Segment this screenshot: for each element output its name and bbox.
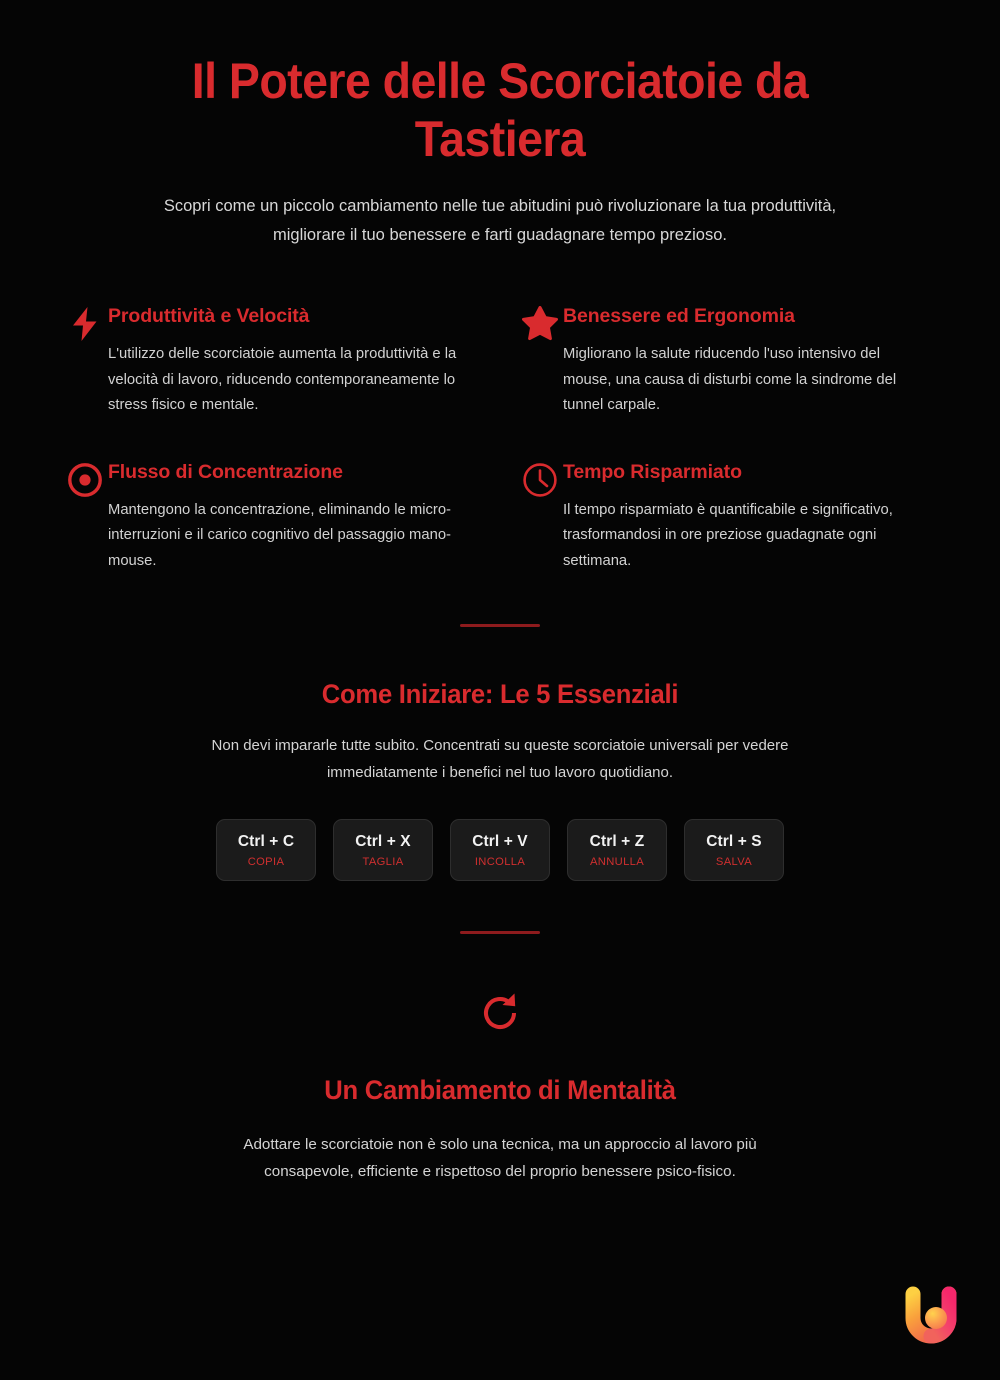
key-combo: Ctrl + Z [589,832,645,850]
shortcut-key-taglia[interactable] [333,819,433,881]
feature-card-flusso [62,459,517,575]
shortcut-key-salva[interactable] [684,819,784,881]
mindset-section [0,989,1000,1185]
feature-text: L'utilizzo delle scorciatoie aumenta la produttività e la velocità di lavoro, riducendo contemporaneamente lo stress fisico e mentale. [108,346,457,413]
key-combo: Ctrl + S [706,832,762,850]
key-action: SALVA [715,855,753,868]
key-combo: Ctrl + V [472,832,528,850]
shortcut-key-copia[interactable] [216,819,316,881]
page-title: Il Potere delle Scorciatoie da Tastiera [191,53,809,167]
shortcut-key-incolla[interactable] [450,819,550,881]
shortcut-key-list [0,819,1000,881]
section-title-mentalita: Un Cambiamento di Mentalità [324,1075,676,1105]
feature-title: Produttività e Velocità [108,305,310,327]
feature-card-tempo [517,459,938,575]
feature-card-benessere [517,303,938,419]
divider-rule [460,931,540,934]
star-icon [517,303,563,347]
key-action: TAGLIA [362,855,404,868]
u-letter-logo [895,1280,967,1352]
hero-section [0,0,1000,250]
essentials-section [0,679,1000,881]
key-action: ANNULLA [589,855,645,868]
clock-icon [517,459,563,503]
refresh-icon [0,989,1000,1037]
key-combo: Ctrl + X [355,832,411,850]
feature-card-produttivita [62,303,517,419]
shortcut-key-annulla[interactable] [567,819,667,881]
feature-grid [0,303,1000,574]
target-icon [62,459,108,503]
feature-title: Flusso di Concentrazione [108,460,343,483]
key-combo: Ctrl + C [237,832,295,850]
feature-body [108,459,517,575]
feature-body [563,459,938,575]
section-divider-bottom [0,931,1000,934]
lightning-bolt-icon [62,303,108,347]
section-title-essenziali: Come Iniziare: Le 5 Essenziali [321,679,679,709]
feature-title: Benessere ed Ergonomia [563,305,795,327]
feature-text: Mantengono la concentrazione, eliminando le micro-interruzioni e il carico cognitivo del passaggio mano-mouse. [108,501,451,569]
feature-text: Migliorano la salute riducendo l'uso intensivo del mouse, una causa di disturbi come la sindrome del tunnel carpale. [563,346,897,413]
divider-rule [460,624,540,627]
feature-title: Tempo Risparmiato [563,460,742,483]
key-action: COPIA [247,855,285,868]
section-subtitle-mentalita: Adottare le scorciatoie non è solo una tecnica, ma un approccio al lavoro più consapevole, efficiente e rispettoso del proprio benessere psico-fisico. [243,1136,757,1180]
feature-text: Il tempo risparmiato è quantificabile e significativo, trasformandosi in ore preziose guadagnate ogni settimana. [563,501,893,569]
key-action: INCOLLA [474,855,526,868]
hero-subtitle: Scopri come un piccolo cambiamento nelle tue abitudini può rivoluzionare la tua produttività, migliorare il tuo benessere e farti guadagnare tempo prezioso. [163,197,837,244]
feature-body [108,303,517,419]
section-divider-top [0,624,1000,627]
feature-body [563,303,938,419]
section-subtitle-essenziali: Non devi impararle tutte subito. Concentrati su queste scorciatoie universali per vedere immediatamente i benefici nel tuo lavoro quotidiano. [211,737,789,781]
